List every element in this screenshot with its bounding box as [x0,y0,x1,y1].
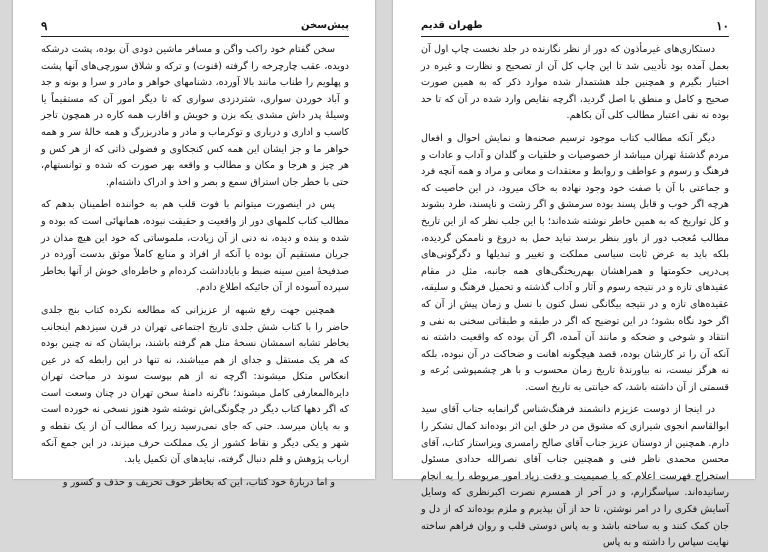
page-body [421,42,729,549]
left-page [13,0,375,488]
right-page [393,0,755,549]
paragraph: در اینجا از دوست عزیزم دانشمند فرهنگ‌شناس گرانمایه جناب آقای سید ابوالقاسم انجوی شیرازی که مشوق من در خلق این اثر بوده‌اند کمال تشکر را دارم. همچنین از دوستان عزیز جناب آقای صالح رامسری ویراستار کتاب، آقای محسن محمدی ناظر فنی و همچنین جناب آقای نصرالله حدادی مسئول استخراج فهرست اعلام که با صمیمیت و دقت زیاد امور مربوطه را به انجام رسانیده‌اند. سپاسگزارم، و در آخر از همسرم نصرت اکبرنظری که وسایل آسایش فکری را در امر نوشتن، تا حد از آن بپذیرم و ملزم بوده‌اند که از دل و جان کمک کنند و به ساخته باشد و به پاس دوستی قلب و روان فراهم ساخته نهایت سپاس را داشته و به پاس [421,404,729,549]
paragraph: دستکاری‌های غیرمأذون که دور از نظر نگارنده در جلد نخست چاپ اول آن بعمل آمده بود تأدیبی شد تا این چاپ کل آن از تصحیح و نظارت و غیره در اختیار بگیرم و همچنین جلد هشتمدار شده موارد ذکر که به همین صورت صحیح و کامل و منطق با اصل گردید، اگرچه نقایص وارد شده در آن که تا حد بوده نه نفی اعتبار مطالب کلی آن بکاهم. [421,44,729,122]
running-title: پیش‌سخن [300,20,349,31]
paragraph: سخن گفتام خود راکب واگن و مسافر ماشین دودی آن بوده، پشت درشکه دویده، عقب چارچرخه را گرفته (قنوت) و ترکه و شلاق سورچی‌های آنها پشت و پهلویم را طناب مانند بالا آورده، دشنامهای خواهر و مادر و سرا و بونه و جد و آباد خوردن سواری، شتردزدی سواری که تا دیگر امور آن که مستقیماً یا وسیلهٔ پدر داش مشدی یکه بزن و خویش و اقارب همه کاره در همچون تاجر کاسب و اداری و درباری و توکرماب و مادر و مادربزرگ و همه خالهٔ سر و همه خواهر ما و جز ایشان این همه کس کنجکاوی و فضولی ذاتی که از هر کس و هر چیز و هرجا و مکان و مطالب و واقعه بهر صورت که شده و توانستهام، حتی با خطر جان استراق سمع و بصر و اخذ و ادراک داشته‌ام. [41,44,349,188]
paragraph: پس در اینصورت میتوانم با فوت قلب هم به خواننده اطمینان بدهم که مطالب کتاب کلمهای دور از واقعیت و حقیقت نبوده، همانهائی است که بوده و شده و بنده و دیده، نه دنی از آن زیادت، ملموساتی که خود این هیچ مدان در جریان مستقیم آن بوده یا آنکه از افراد و منابع کاملاً موثق بدست آورده در صدفیحهٔ امین سینه ضبط و بایادداشت کرده‌ام و خاطره‌ای خوش از آنها بخاطر سپرده آسوده از آن جائیکه اطلاع دادم. [41,199,349,294]
running-title: طهران قدیم [421,20,483,31]
paragraph: دیگر آنکه مطالب کتاب موجود ترسیم صحنه‌ها و نمایش احوال و افعال مردم گذشتهٔ تهران میباشد از خصوصیات و خلقیات و گلدان و آداب و عادات و فرهنگ و رسوم و عواطف و روابط و معتقدات و معانی و مراد و همه آنچه فرد و جماعتی با آن با صفت خود وجود نهاده به خاک میرود، در این خاصیت که هرچه اگر خوب و قابل پسند بوده سرمشق و اگر زشت و ناپسند، طرد بشوند و کل تواریخ که به همین خاطر نوشته شده‌اند؛ با این جلب نظر که از این تاریخ مطالب مُعجب دور از باور بنظر برسد نباید حمل به دروغ و ناممکن گردیده، بلکه باید به عرض ثابت سیاسی مملکت و تغییر و تبدیلها و دگرگونی‌های پی‌درپی حکومتها و همراهشان بهم‌ریختگی‌های همه جانبه، مثل در مقام عقیدهای تازه و در نتیجه رسوم و آثار و آداب گذشته و تحمیل فرهنگ و سلیقه، عقیده‌های تازه و در نتیجه بیگانگی نسل کنون با نسل و زمان پیش از آن که اگر خود نگاه بشود؛ در این توضیح که اگر در طبقه و طبقاتی سخنی به نفی و انتقاد و شوخی و ضحکه و مانند آن آمده، اگر آن بوده که واقعیت داشته نه آنکه آن را تر کارشان بوده، قصد هیچگونه اهانت و ضحاکت در آن نبوده، بلکه نه هرگز نیست، نه بیاورندهٔ تاریخ زمان محسوب و با هر چشمپوشی بُرعه و قسمتی از آن داشته باشد، که خیانتی به تاریخ است. [421,132,729,393]
page-number: ۱۰ [716,19,729,33]
page-number: ۹ [41,19,48,33]
page-header [41,16,349,37]
paragraph: همچنین جهت رفع شبهه از عزیزانی که مطالعه نکرده کتاب بنج جلدی حاضر را با کتاب شش جلدی تاریخ اجتماعی تهران در قرن سیزدهم اینجانب بخاطر تشابه اسمشان نسخهٔ متل هم گرفته باشند، برایشان که نه چنین بوده که هر یک مستقل و جدای از هم میباشند، نه تنها در این رابطه که در عین انعکاس متکل میشوند: اگرچه نه از هم بپوست سوند در مباحث تهران دایرةالمعارفی کامل میشوند؛ ناگرنه دامنهٔ سخن تهران در چنان وسعت است که اگر دهها کتاب دیگر در چگونگی‌اش نوشته شود هنوز نسخی نه خورده است و به پایان میرسد. حتی که جای نمی‌رسید زیرا که مطالب آن از یک نقطه و شهر و یکی دیگر و نقاط کشور از یک مملکت حرف میزند، در این جمع آنکه ارباب پژوهش و قلم دنبال گرفته، نبایدهای آن تکمیل یابد. [41,304,349,466]
paragraph: و اما دربارهٔ خود کتاب، این که بخاطر خوف تحریف و حذف و کسور و [62,476,335,488]
page-body [41,42,349,488]
page-header [421,16,729,37]
